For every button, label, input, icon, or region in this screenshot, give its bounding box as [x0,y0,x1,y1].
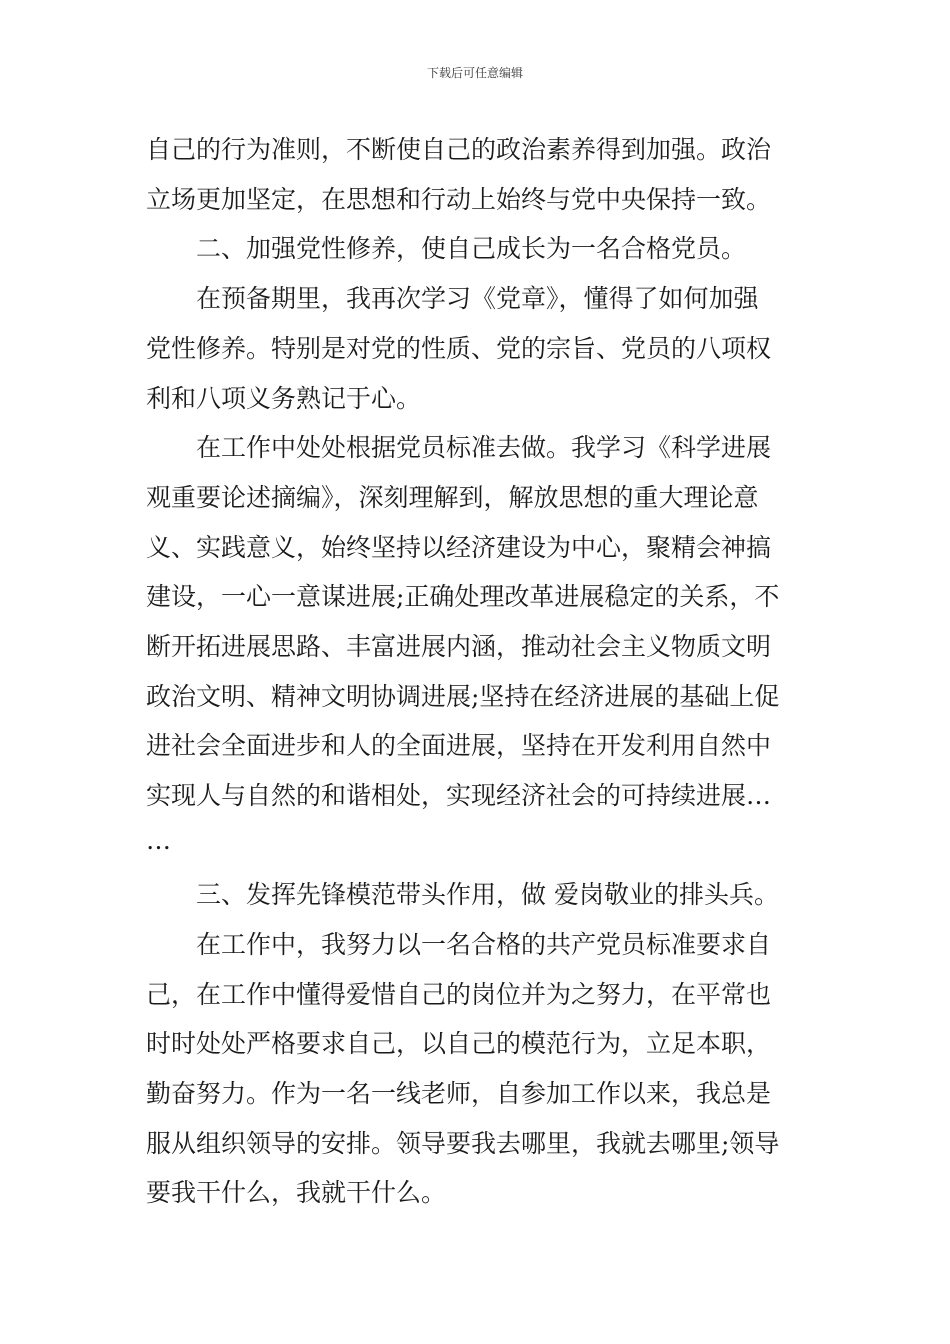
text-line: 断开拓进展思路、丰富进展内涵，推动社会主义物质文明 [146,632,772,661]
text-line: 政治文明、精神文明协调进展;坚持在经济进展的基础上促 [146,682,780,711]
text-line: 建设，一心一意谋进展;正确处理改革进展稳定的关系，不 [146,582,780,611]
text-line: 实现人与自然的和谐相处，实现经济社会的可持续进展… [146,781,772,810]
section-heading-2: 二、加强党性修养，使自己成长为一名合格党员。 [196,234,747,263]
text-line: 勤奋努力。作为一名一线老师，自参加工作以来，我总是 [146,1079,772,1108]
text-line: 在预备期里，我再次学习《党章》，懂得了如何加强 [196,284,759,313]
text-line: 要我干什么，我就干什么。 [146,1178,447,1207]
page-header-note: 下载后可任意编辑 [426,66,523,80]
text-line: 观重要论述摘编》，深刻理解到，解放思想的重大理论意 [146,483,759,512]
text-line: 义、实践意义，始终坚持以经济建设为中心，聚精会神搞 [146,533,772,562]
text-line: 己，在工作中懂得爱惜自己的岗位并为之努力，在平常也 [146,980,772,1009]
text-line: 自己的行为准则，不断使自己的政治素养得到加强。政治 [146,135,772,164]
text-line: 进社会全面进步和人的全面进展，坚持在开发利用自然中 [146,731,772,760]
text-line: 服从组织领导的安排。领导要我去哪里，我就去哪里;领导 [146,1129,780,1158]
section-heading-3: 三、发挥先锋模范带头作用，做 爱岗敬业的排头兵。 [196,880,779,909]
text-line: 党性修养。特别是对党的性质、党的宗旨、党员的八项权 [146,334,772,363]
text-line: … [146,826,171,855]
text-line: 立场更加坚定，在思想和行动上始终与党中央保持一致。 [146,185,772,214]
text-line: 时时处处严格要求自己，以自己的模范行为，立足本职， [146,1029,772,1058]
text-line: 在工作中处处根据党员标准去做。我学习《科学进展 [196,433,772,462]
text-line: 利和八项义务熟记于心。 [146,384,422,413]
text-line: 在工作中，我努力以一名合格的共产党员标准要求自 [196,930,772,959]
